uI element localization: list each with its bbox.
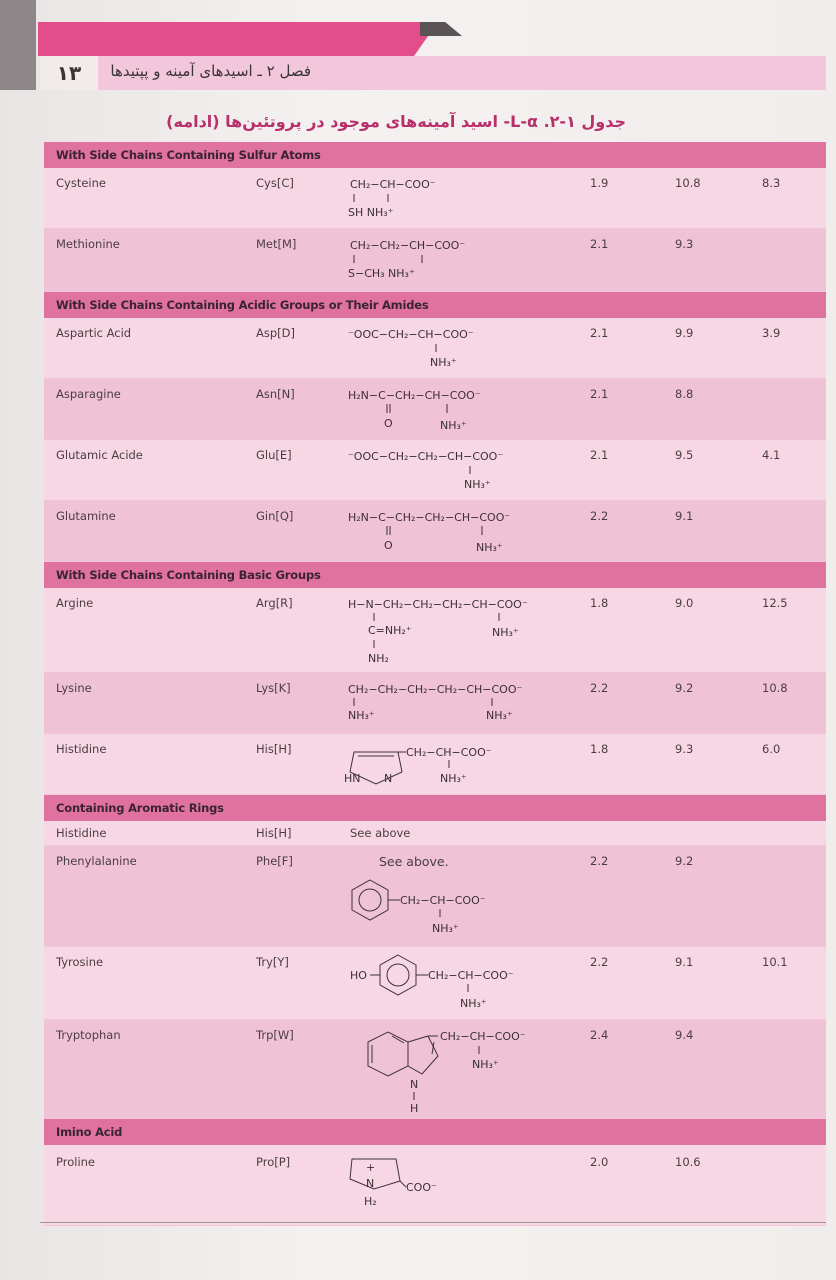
table-row (44, 168, 826, 229)
formula-line: H−N−CH₂−CH₂−CH₂−CH−COO⁻ (348, 598, 528, 611)
formula-line: CH₂−CH−COO⁻ (406, 746, 492, 759)
amino-acid-name: Lysine (56, 681, 92, 695)
amino-acid-abbr: Gin[Q] (256, 509, 294, 523)
benzene-ring (352, 880, 388, 920)
value-2: 9.2 (675, 681, 694, 695)
see-above-note: See above (350, 826, 411, 840)
pyrrole-ring (408, 1036, 438, 1074)
structure-tyrosine (350, 951, 590, 1019)
table-row (44, 318, 826, 379)
table-row (44, 1145, 826, 1226)
table-row (44, 821, 826, 846)
amino-acid-abbr: Asn[N] (256, 387, 295, 401)
amino-acid-name: Aspartic Acid (56, 326, 132, 340)
structure-histidine (344, 738, 564, 794)
formula-line: NH₃⁺ (432, 922, 459, 935)
page-spine (0, 0, 36, 90)
table-row (44, 501, 826, 562)
table-row (44, 588, 826, 673)
value-2: 9.1 (675, 955, 694, 969)
formula-line: CH₂−CH−COO⁻ (350, 178, 436, 191)
benzene-ring (380, 955, 416, 995)
value-1: 2.4 (590, 1028, 609, 1042)
value-1: 2.2 (590, 955, 609, 969)
amino-acid-name: Tyrosine (56, 955, 104, 969)
amino-acid-abbr: Arg[R] (256, 596, 293, 610)
value-2: 9.1 (675, 509, 694, 523)
section-header-aromatic: Containing Aromatic Rings (44, 795, 826, 821)
formula-line: NH₃⁺ (348, 709, 375, 722)
structure-arginine (344, 594, 584, 674)
value-2: 9.3 (675, 742, 694, 756)
amino-acid-abbr: Met[M] (256, 237, 297, 251)
formula-atom: HO (350, 969, 367, 982)
table-row (44, 1020, 826, 1119)
value-2: 10.6 (675, 1155, 701, 1169)
structure-cysteine (344, 174, 544, 228)
formula-line: ⁻OOC−CH₂−CH₂−CH−COO⁻ (348, 450, 504, 463)
value-2: 9.4 (675, 1028, 694, 1042)
chapter-title: فصل ۲ ـ اسیدهای آمینه و پپتیدها (110, 62, 311, 80)
amino-acid-name: Glutamic Acide (56, 448, 143, 462)
value-1: 2.1 (590, 448, 609, 462)
formula-line: NH₃⁺ (440, 419, 467, 432)
table-row (44, 440, 826, 501)
amino-acid-name: Glutamine (56, 509, 116, 523)
amino-acid-abbr: Try[Y] (256, 955, 289, 969)
structure-tryptophan (348, 1024, 588, 1118)
formula-line: NH₃⁺ (486, 709, 513, 722)
value-3: 12.5 (762, 596, 788, 610)
amino-acid-name: Argine (56, 596, 94, 610)
structure-asparagine (344, 385, 564, 439)
formula-line: CH₂−CH−COO⁻ (400, 894, 486, 907)
benzene-ring (368, 1032, 408, 1076)
amino-acid-name: Asparagine (56, 387, 121, 401)
structure-lysine (344, 679, 584, 733)
value-2: 9.9 (675, 326, 694, 340)
value-2: 8.8 (675, 387, 694, 401)
value-3: 4.1 (762, 448, 781, 462)
formula-line: NH₃⁺ (472, 1058, 499, 1071)
value-1: 2.1 (590, 326, 609, 340)
formula-line: COO⁻ (406, 1181, 437, 1194)
formula-atom: H₂ (364, 1195, 377, 1208)
value-1: 2.2 (590, 854, 609, 868)
amino-acid-name: Tryptophan (56, 1028, 121, 1042)
table-row (44, 947, 826, 1020)
formula-line: NH₃⁺ (464, 478, 491, 491)
section-header-basic: With Side Chains Containing Basic Groups (44, 562, 826, 588)
formula-line: O (384, 539, 393, 552)
table-row (44, 734, 826, 795)
value-3: 10.1 (762, 955, 788, 969)
value-3: 8.3 (762, 176, 781, 190)
see-above-note: See above. (379, 854, 449, 869)
amino-acid-abbr: Asp[D] (256, 326, 295, 340)
value-2: 9.5 (675, 448, 694, 462)
formula-line: NH₃⁺ (440, 772, 467, 785)
formula-line: S−CH₃ NH₃⁺ (348, 267, 415, 280)
formula-line: ⁻OOC−CH₂−CH−COO⁻ (348, 328, 474, 341)
amino-acid-table (44, 142, 826, 1226)
formula-line: SH NH₃⁺ (348, 206, 394, 219)
formula-line: C=NH₂⁺ (368, 624, 412, 637)
section-header-sulfur: With Side Chains Containing Sulfur Atoms (44, 142, 826, 168)
formula-line: CH₂−CH−COO⁻ (428, 969, 514, 982)
structure-phenylalanine (350, 876, 570, 946)
amino-acid-abbr: Glu[E] (256, 448, 292, 462)
table-title: جدول ۱-۲. L-α- اسید آمینه‌های موجود در پروتئین‌ها (ادامه) (166, 112, 626, 131)
amino-acid-name: Histidine (56, 742, 107, 756)
value-1: 1.8 (590, 742, 609, 756)
amino-acid-abbr: Lys[K] (256, 681, 291, 695)
section-header-acidic: With Side Chains Containing Acidic Groups or Their Amides (44, 292, 826, 318)
formula-line: O (384, 417, 393, 430)
amino-acid-name: Methionine (56, 237, 120, 251)
formula-line: NH₃⁺ (430, 356, 457, 369)
amino-acid-name: Cysteine (56, 176, 106, 190)
formula-line: CH₂−CH−COO⁻ (440, 1030, 526, 1043)
structure-aspartic-acid (344, 324, 564, 378)
structure-methionine (344, 235, 564, 289)
value-2: 9.3 (675, 237, 694, 251)
table-row (44, 673, 826, 734)
structure-proline (348, 1151, 548, 1225)
formula-line: NH₃⁺ (476, 541, 503, 554)
header-accent-dark (420, 22, 462, 36)
amino-acid-abbr: Pro[P] (256, 1155, 291, 1169)
value-1: 2.1 (590, 387, 609, 401)
section-header-imino: Imino Acid (44, 1119, 826, 1145)
value-2: 10.8 (675, 176, 701, 190)
amino-acid-name: Histidine (56, 826, 107, 840)
table-row (44, 229, 826, 292)
formula-atom: + (366, 1161, 376, 1174)
amino-acid-abbr: His[H] (256, 742, 292, 756)
table-row (44, 846, 826, 947)
value-3: 3.9 (762, 326, 781, 340)
value-1: 2.2 (590, 681, 609, 695)
formula-atom: HN (344, 772, 361, 785)
value-3: 6.0 (762, 742, 781, 756)
header-accent-band (38, 22, 438, 56)
structure-glutamic-acid (344, 446, 564, 500)
amino-acid-abbr: Phe[F] (256, 854, 293, 868)
formula-line: CH₂−CH₂−CH−COO⁻ (350, 239, 466, 252)
value-2: 9.0 (675, 596, 694, 610)
formula-atom: N (384, 772, 393, 785)
table-row (44, 379, 826, 440)
formula-line: NH₃⁺ (460, 997, 487, 1010)
page-number: ۱۳ (40, 56, 98, 90)
value-2: 9.2 (675, 854, 694, 868)
formula-line: NH₃⁺ (492, 626, 519, 639)
amino-acid-abbr: Cys[C] (256, 176, 294, 190)
value-1: 2.2 (590, 509, 609, 523)
formula-line: NH₂ (368, 652, 389, 665)
value-3: 10.8 (762, 681, 788, 695)
value-1: 1.9 (590, 176, 609, 190)
formula-line: H₂N−C−CH₂−CH₂−CH−COO⁻ (348, 511, 511, 524)
formula-atom: N (366, 1177, 375, 1190)
formula-line: H₂N−C−CH₂−CH−COO⁻ (348, 389, 481, 402)
value-1: 2.1 (590, 237, 609, 251)
amino-acid-name: Phenylalanine (56, 854, 137, 868)
amino-acid-name: Proline (56, 1155, 95, 1169)
value-1: 2.0 (590, 1155, 609, 1169)
bottom-rule (40, 1222, 826, 1223)
structure-glutamine (344, 507, 584, 561)
formula-atom: N (410, 1078, 419, 1091)
amino-acid-abbr: His[H] (256, 826, 292, 840)
formula-line: CH₂−CH₂−CH₂−CH₂−CH−COO⁻ (348, 683, 523, 696)
amino-acid-abbr: Trp[W] (256, 1028, 294, 1042)
formula-atom: H (410, 1102, 419, 1115)
value-1: 1.8 (590, 596, 609, 610)
